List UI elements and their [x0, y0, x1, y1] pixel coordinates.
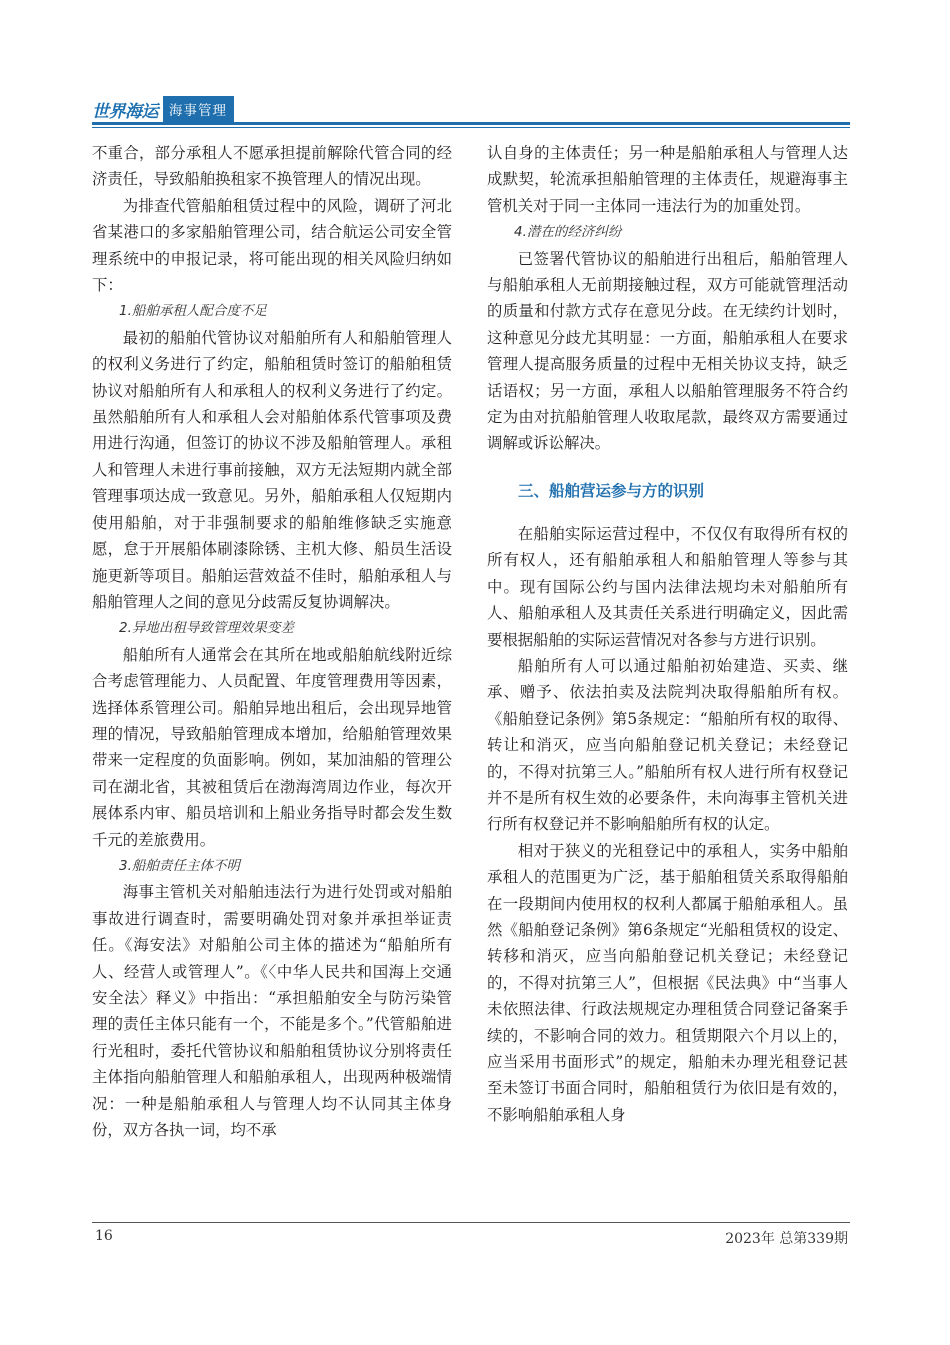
page-number: 16 — [95, 1228, 113, 1244]
subsection-title: 4.潜在的经济纠纷 — [514, 224, 622, 241]
footer-rule — [92, 1222, 850, 1223]
header-rule-thin — [92, 127, 850, 128]
paragraph: 海事主管机关对船舶违法行为进行处罚或对船舶事故进行调查时，需要明确处罚对象并承担举证责任。《海安法》对船舶公司主体的描述为“船舶所有人、经营人或管理人”。《〈中华人民共和国海上交通安全法〉释义》中指出：“承担船舶安全与防污染管理的责任主体只能有一个，不能是多个。”代管船舶进行光租时，委托代管协议和船舶租赁协议分别将责任主体指向船舶管理人和船舶承租人，出现两种极端情况：一种是船舶承租人与管理人均不认同其主体身份，双方各执一词，均不承 — [92, 883, 452, 1140]
paragraph: 已签署代管协议的船舶进行出租后，船舶管理人与船舶承租人无前期接触过程，双方可能就管理活动的质量和付款方式存在意见分歧。在无续约计划时，这种意见分歧尤其明显：一方面，船舶承租人在要求管理人提高服务质量的过程中无相关协议支持，缺乏话语权；另一方面，承租人以船舶管理服务不符合约定为由对抗船舶管理人收取尾款，最终双方需要通过调解或诉讼解决。 — [487, 249, 848, 453]
paragraph: 相对于狭义的光租登记中的承租人，实务中船舶承租人的范围更为广泛，基于船舶租赁关系取得船舶在一段期间内使用权的权利人都属于船舶承租人。虽然《船舶登记条例》第6条规定“光船租赁权的设定、转移和消灭，应当向船舶登记机关登记；未经登记的，不得对抗第三人”，但根据《民法典》中“当事人未依照法律、行政法规规定办理租赁合同登记备案手续的，不影响合同的效力。租赁期限六个月以上的，应当采用书面形式”的规定，船舶未办理光租登记甚至未签订书面合同时，船舶租赁行为依旧是有效的，不影响船舶承租人身 — [487, 841, 848, 1124]
paragraph: 船舶所有人通常会在其所在地或船舶航线附近综合考虑管理能力、人员配置、年度管理费用等因素，选择体系管理公司。船舶异地出租后，会出现异地管理的情况，导致船舶管理成本增加，给船舶管理效果带来一定程度的负面影响。例如，某加油船的管理公司在湖北省，其被租赁后在渤海湾周边作业，每次开展体系内审、船员培训和上船业务指导时都会发生数千元的差旅费用。 — [92, 645, 452, 849]
subsection-title: 1.船舶承租人配合度不足 — [119, 303, 267, 320]
paragraph-continued: 认自身的主体责任；另一种是船舶承租人与管理人达成默契，轮流承担船舶管理的主体责任，规避海事主管机关对于同一主体同一违法行为的加重处罚。 — [487, 144, 848, 215]
right-column — [487, 140, 848, 1128]
header-rule — [92, 122, 850, 125]
left-column — [92, 140, 452, 1143]
paragraph: 为排查代管船舶租赁过程中的风险，调研了河北省某港口的多家船舶管理公司，结合航运公司安全管理系统中的申报记录，将可能出现的相关风险归纳如下： — [92, 196, 452, 295]
section-label: 海事管理 — [163, 96, 234, 122]
issue-label: 2023年 总第339期 — [725, 1231, 848, 1247]
paragraph-continued: 不重合，部分承租人不愿承担提前解除代管合同的经济责任，导致船舶换租家不换管理人的情况出现。 — [92, 144, 452, 189]
section-heading: 三、船舶营运参与方的识别 — [518, 481, 705, 500]
subsection-title: 2.异地出租导致管理效果变差 — [119, 620, 294, 637]
subsection-title: 3.船舶责任主体不明 — [119, 857, 240, 874]
paragraph: 船舶所有人可以通过船舶初始建造、买卖、继承、赠予、依法拍卖及法院判决取得船舶所有权。《船舶登记条例》第5条规定：“船舶所有权的取得、转让和消灭，应当向船舶登记机关登记；未经登记的，不得对抗第三人。”船舶所有权人进行所有权登记并不是所有权生效的必要条件，未向海事主管机关进行所有权登记并不影响船舶所有权的认定。 — [487, 656, 848, 834]
paragraph: 在船舶实际运营过程中，不仅仅有取得所有权的所有权人，还有船舶承租人和船舶管理人等参与其中。现有国际公约与国内法律法规均未对船舶所有人、船舶承租人及其责任关系进行明确定义，因此需要根据船舶的实际运营情况对各参与方进行识别。 — [487, 524, 848, 649]
paragraph: 最初的船舶代管协议对船舶所有人和船舶管理人的权利义务进行了约定，船舶租赁时签订的船舶租赁协议对船舶所有人和承租人的权利义务进行了约定。虽然船舶所有人和承租人会对船舶体系代管事项及费用进行沟通，但签订的协议不涉及船舶管理人。承租人和管理人未进行事前接触，双方无法短期内就全部管理事项达成一致意见。另外，船舶承租人仅短期内使用船舶，对于非强制要求的船舶维修缺乏实施意愿，怠于开展船体刷漆除锈、主机大修、船员生活设施更新等项目。船舶运营效益不佳时，船舶承租人与船舶管理人之间的意见分歧需反复协调解决。 — [92, 328, 452, 611]
journal-logo: 世界海运 — [92, 101, 158, 122]
running-header — [92, 96, 234, 122]
